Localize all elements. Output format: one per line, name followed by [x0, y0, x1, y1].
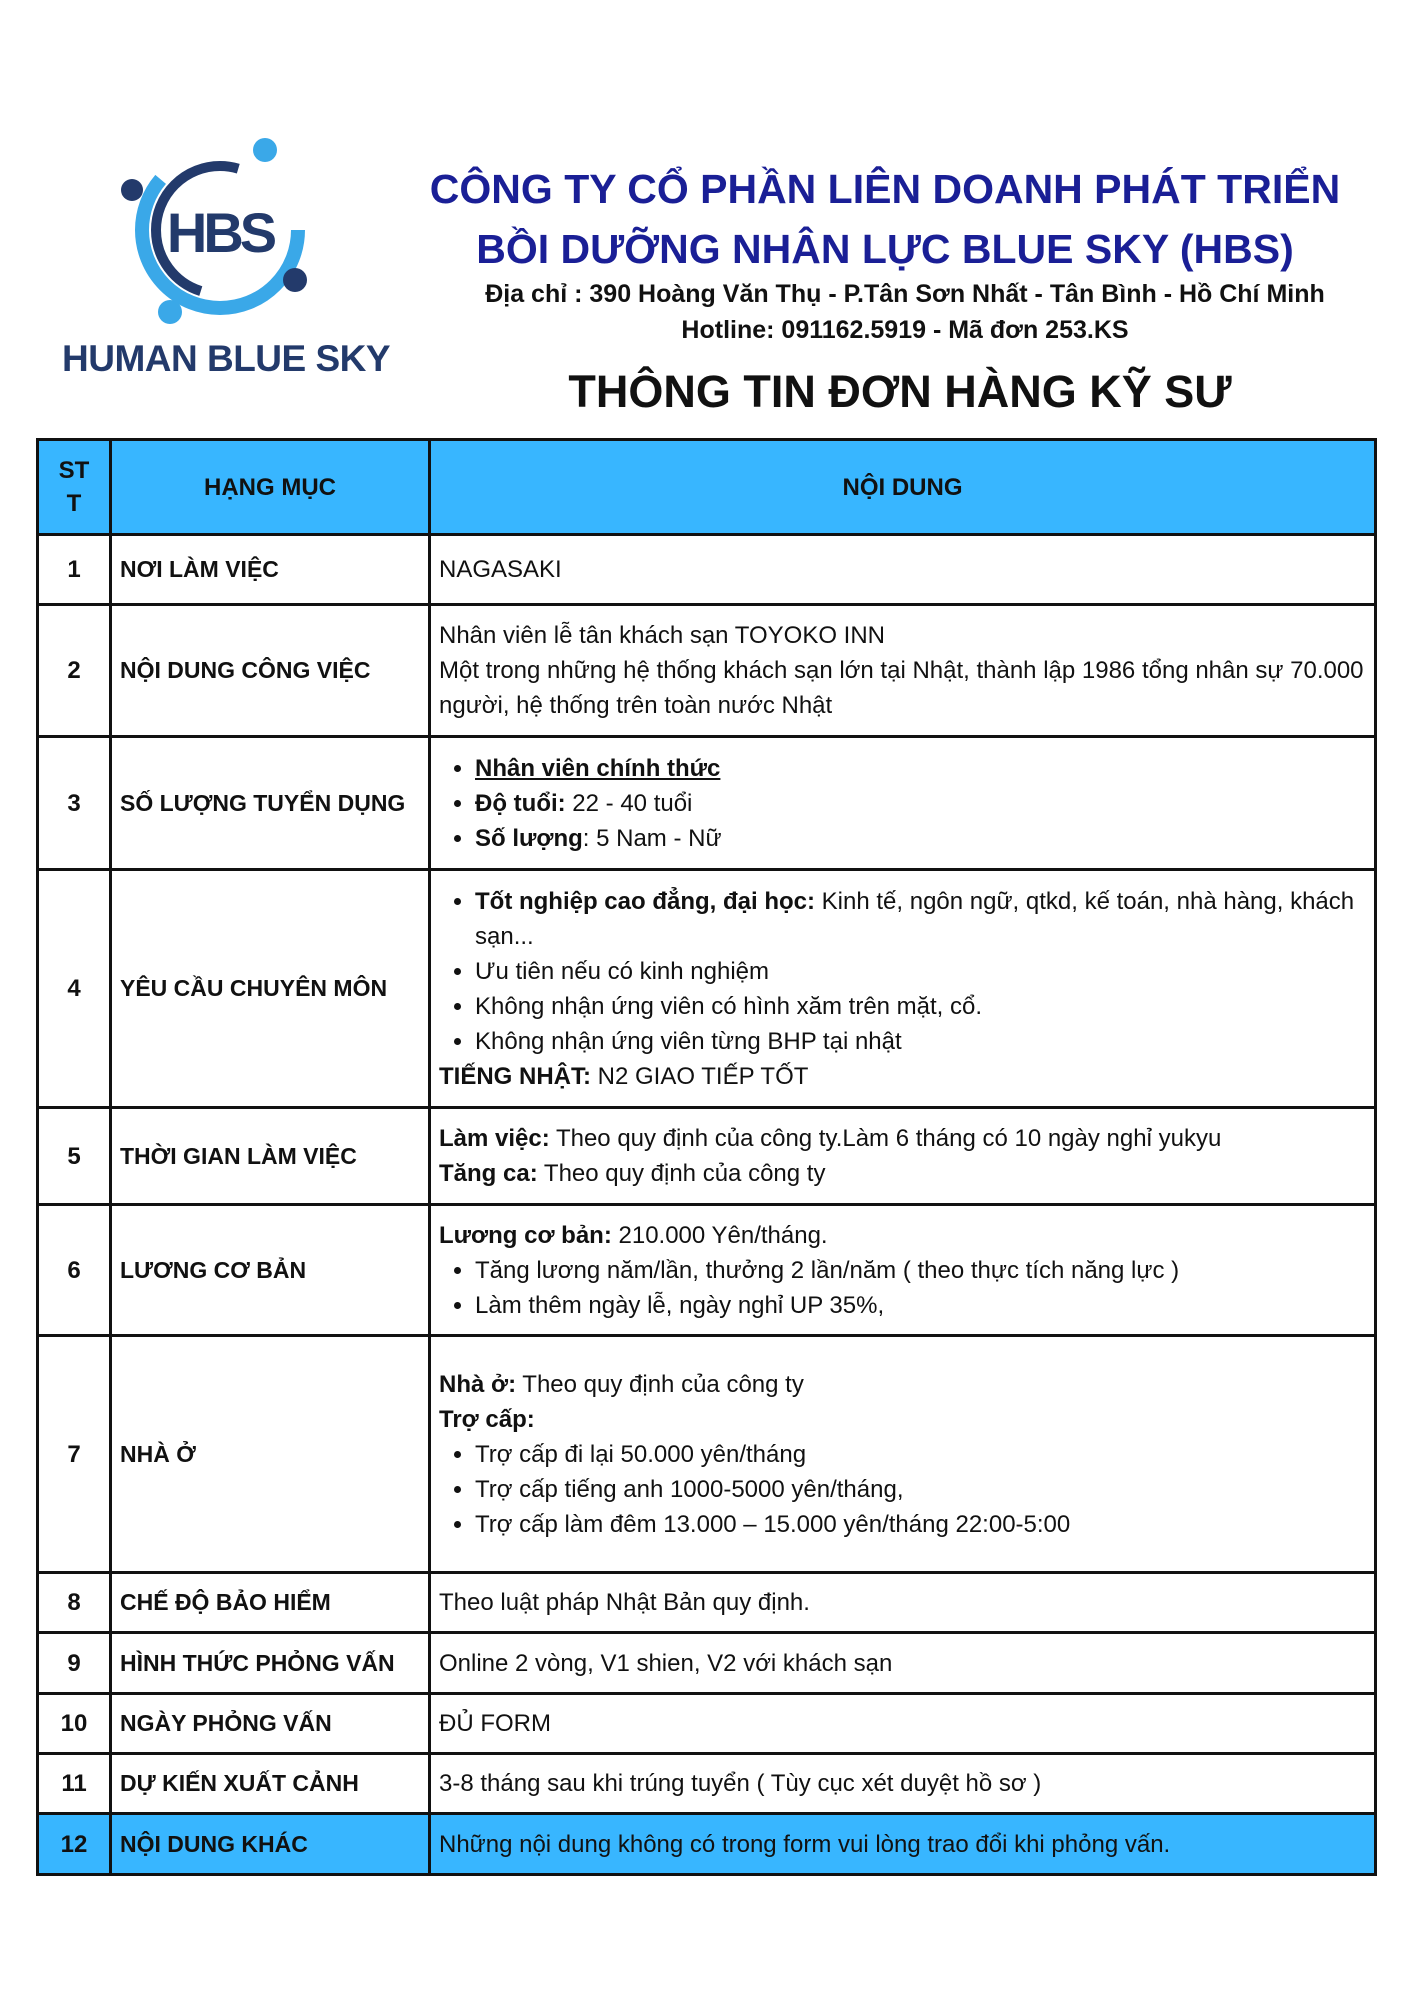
- label: Lương cơ bản:: [439, 1221, 612, 1249]
- label: Tốt nghiệp cao đẳng, đại học:: [475, 887, 815, 915]
- table-row: [38, 1108, 1376, 1205]
- table-row: [38, 1205, 1376, 1336]
- line: [439, 1402, 1366, 1437]
- table-header-row: [38, 440, 1376, 535]
- row-category: NỘI DUNG CÔNG VIỆC: [111, 605, 430, 737]
- japanese-level: [439, 1059, 1366, 1094]
- row-content: 3-8 tháng sau khi trúng tuyển ( Tùy cục xét duyệt hồ sơ ): [430, 1754, 1376, 1814]
- row-category: HÌNH THỨC PHỎNG VẤN: [111, 1633, 430, 1694]
- value: 22 - 40 tuổi: [565, 789, 693, 817]
- list-item: • Không nhận ứng viên từng BHP tại nhật: [475, 1024, 1366, 1059]
- logo-text: HUMAN BLUE SKY: [62, 338, 391, 379]
- list-item: • Trợ cấp đi lại 50.000 yên/tháng: [475, 1437, 1366, 1472]
- label: Làm việc:: [439, 1125, 550, 1152]
- label: Tăng ca:: [439, 1160, 538, 1187]
- row-category: YÊU CẦU CHUYÊN MÔN: [111, 870, 430, 1108]
- row-stt: 6: [38, 1205, 111, 1336]
- row-stt: 8: [38, 1573, 111, 1633]
- row-stt: 3: [38, 737, 111, 870]
- value: Theo quy định của công ty: [537, 1160, 826, 1187]
- row-stt: 2: [38, 605, 111, 737]
- table-row: [38, 1814, 1376, 1875]
- line: [439, 1218, 1366, 1253]
- row-stt: 12: [38, 1814, 111, 1875]
- svg-text:HBS: HBS: [166, 201, 274, 264]
- row-category: SỐ LƯỢNG TUYỂN DỤNG: [111, 737, 430, 870]
- list-item: • Không nhận ứng viên có hình xăm trên mặt, cổ.: [475, 989, 1366, 1024]
- row-content: [430, 605, 1376, 737]
- label: Nhà ở:: [439, 1370, 517, 1398]
- header-category: HẠNG MỤC: [111, 440, 430, 535]
- row-stt: 7: [38, 1336, 111, 1573]
- job-description: Một trong những hệ thống khách sạn lớn tại Nhật, thành lập 1986 tổng nhân sự 70.000 người, hệ thống trên toàn nước Nhật: [439, 657, 1364, 719]
- hotline: Hotline: 091162.5919 - Mã đơn 253.KS: [681, 316, 1129, 344]
- label: Trợ cấp:: [439, 1405, 535, 1433]
- order-table: [36, 438, 1377, 1876]
- company-name-line2: BỒI DƯỠNG NHÂN LỰC BLUE SKY (HBS): [476, 226, 1294, 272]
- list-item: • Làm thêm ngày lễ, ngày nghỉ UP 35%,: [475, 1288, 1366, 1323]
- table-row: [38, 1694, 1376, 1754]
- label: Độ tuổi:: [475, 789, 566, 817]
- table-row: [38, 870, 1376, 1108]
- line: [439, 1156, 1366, 1191]
- table-row: [38, 737, 1376, 870]
- table-row: [38, 1633, 1376, 1694]
- company-name-line1: CÔNG TY CỔ PHẦN LIÊN DOANH PHÁT TRIỂN: [429, 166, 1341, 212]
- row-category: THỜI GIAN LÀM VIỆC: [111, 1108, 430, 1205]
- table-row: [38, 1573, 1376, 1633]
- line: [439, 1367, 1366, 1402]
- list-item: • Tăng lương năm/lần, thưởng 2 lần/năm ( theo thực tích năng lực ): [475, 1253, 1366, 1288]
- page-title: THÔNG TIN ĐƠN HÀNG KỸ SƯ: [568, 366, 1232, 417]
- row-stt: 1: [38, 535, 111, 605]
- label: Số lượng: [475, 824, 583, 852]
- list-item: • Ưu tiên nếu có kinh nghiệm: [475, 954, 1366, 989]
- list-item: [475, 821, 1366, 856]
- table-row: [38, 1754, 1376, 1814]
- table-row: [38, 605, 1376, 737]
- list-item: • Trợ cấp làm đêm 13.000 – 15.000 yên/tháng 22:00-5:00: [475, 1507, 1366, 1542]
- row-content: [430, 1108, 1376, 1205]
- list-item: [475, 751, 1366, 786]
- row-content: Online 2 vòng, V1 shien, V2 với khách sạn: [430, 1633, 1376, 1694]
- header-stt: ST T: [38, 440, 111, 535]
- row-content: [430, 1336, 1376, 1573]
- value: 210.000 Yên/tháng.: [611, 1221, 828, 1249]
- job-title: Nhân viên lễ tân khách sạn TOYOKO INN: [439, 622, 886, 649]
- table-row: [38, 1336, 1376, 1573]
- value: Theo quy định của công ty: [516, 1370, 804, 1398]
- row-category: NHÀ Ở: [111, 1336, 430, 1573]
- line: [439, 1121, 1366, 1156]
- row-content: Những nội dung không có trong form vui lòng trao đổi khi phỏng vấn.: [430, 1814, 1376, 1875]
- row-category: NỘI DUNG KHÁC: [111, 1814, 430, 1875]
- value: : 5 Nam - Nữ: [582, 824, 722, 852]
- row-stt: 9: [38, 1633, 111, 1694]
- row-stt: 4: [38, 870, 111, 1108]
- row-stt: 5: [38, 1108, 111, 1205]
- label: TIẾNG NHẬT:: [439, 1062, 591, 1090]
- list-item: [475, 786, 1366, 821]
- row-content: NAGASAKI: [430, 535, 1376, 605]
- row-category: LƯƠNG CƠ BẢN: [111, 1205, 430, 1336]
- employment-type: Nhân viên chính thức: [475, 754, 721, 782]
- row-category: CHẾ ĐỘ BẢO HIỂM: [111, 1573, 430, 1633]
- row-content: [430, 870, 1376, 1108]
- row-stt: 11: [38, 1754, 111, 1814]
- list-item: • Trợ cấp tiếng anh 1000-5000 yên/tháng,: [475, 1472, 1366, 1507]
- row-content: Theo luật pháp Nhật Bản quy định.: [430, 1573, 1376, 1633]
- row-category: NƠI LÀM VIỆC: [111, 535, 430, 605]
- row-content: [430, 1205, 1376, 1336]
- value: Kinh tế, ngôn ngữ, qtkd, kế toán, nhà hàng, khách sạn...: [475, 887, 1355, 950]
- value: Theo quy định của công ty.Làm 6 tháng có 10 ngày nghỉ yukyu: [549, 1125, 1222, 1152]
- row-content: [430, 737, 1376, 870]
- table-row: [38, 535, 1376, 605]
- address: Địa chỉ : 390 Hoàng Văn Thụ - P.Tân Sơn Nhất - Tân Bình - Hồ Chí Minh: [485, 280, 1325, 308]
- list-item: [475, 884, 1366, 954]
- row-stt: 10: [38, 1694, 111, 1754]
- row-content: ĐỦ FORM: [430, 1694, 1376, 1754]
- value: N2 GIAO TIẾP TỐT: [591, 1062, 809, 1090]
- header-content: NỘI DUNG: [430, 440, 1376, 535]
- row-category: NGÀY PHỎNG VẤN: [111, 1694, 430, 1754]
- row-category: DỰ KIẾN XUẤT CẢNH: [111, 1754, 430, 1814]
